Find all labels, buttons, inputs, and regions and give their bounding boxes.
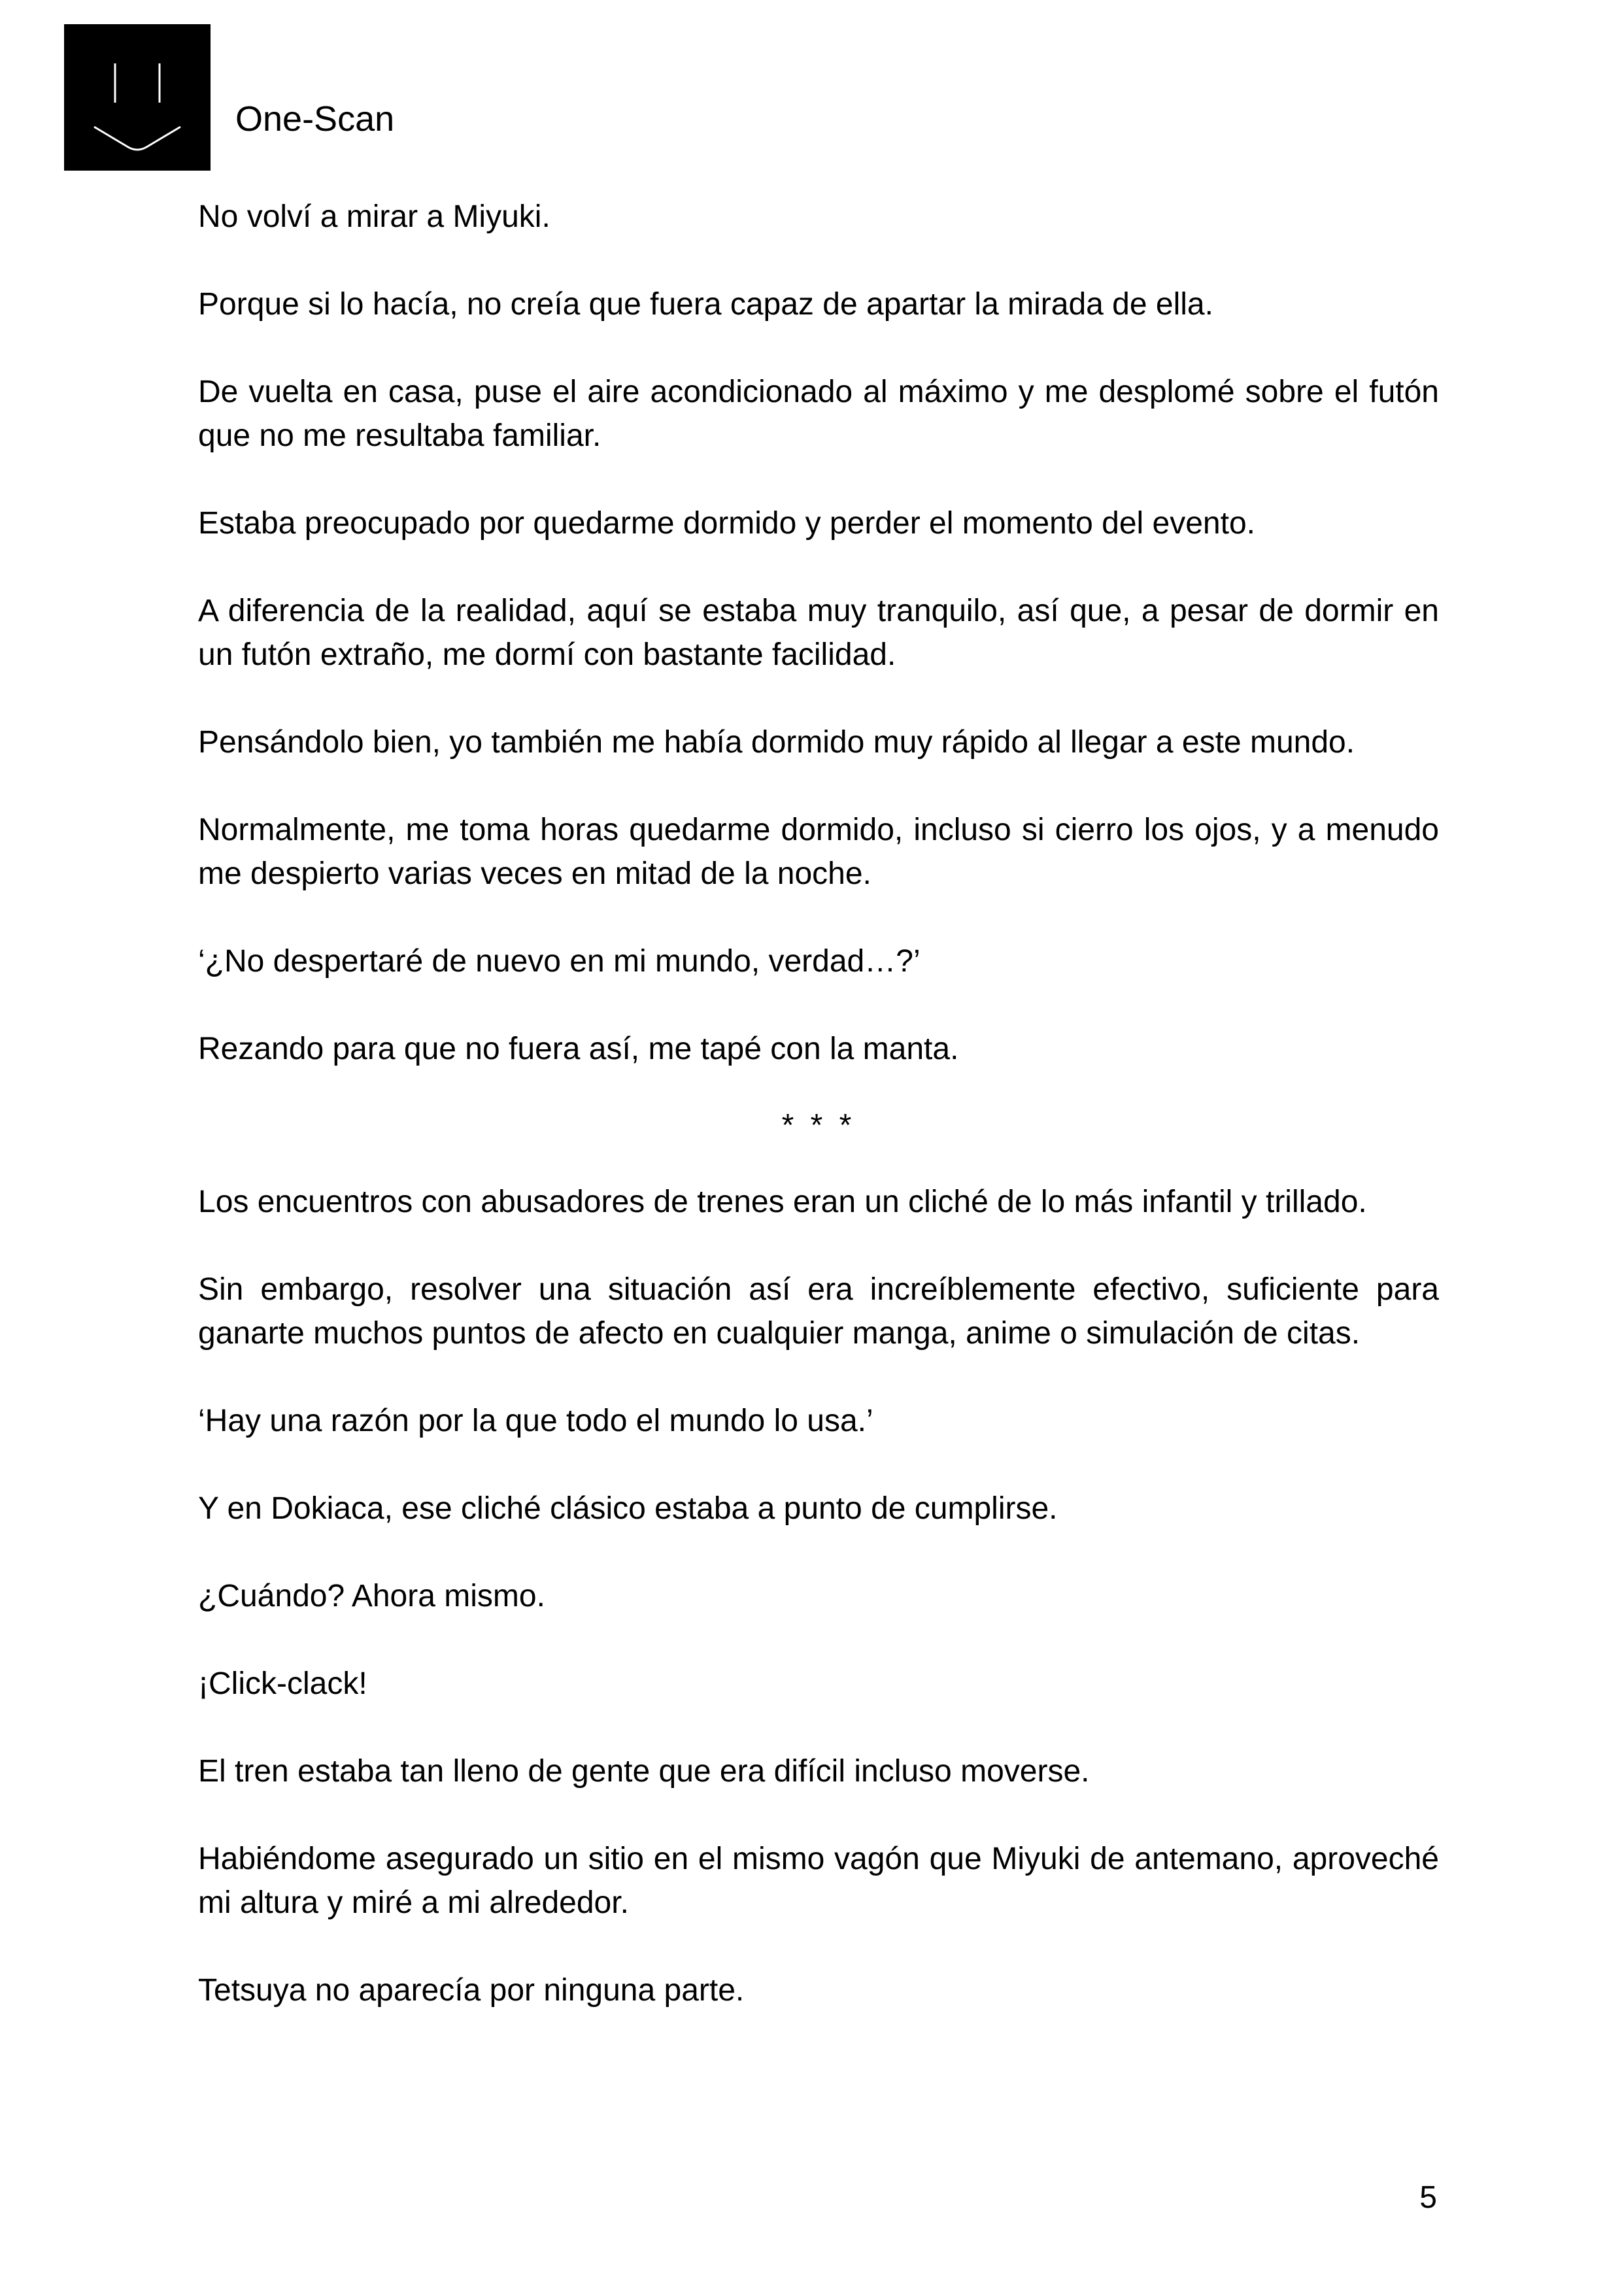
paragraph: ¡Click-clack!: [198, 1666, 367, 1701]
page-number: 5: [1419, 2180, 1437, 2215]
paragraph: No volví a mirar a Miyuki.: [198, 199, 550, 234]
paragraph: El tren estaba tan lleno de gente que era difícil incluso moverse.: [198, 1754, 1090, 1789]
paragraph: Porque si lo hacía, no creía que fuera capaz de apartar la mirada de ella.: [198, 287, 1213, 322]
paragraph: Tetsuya no aparecía por ninguna parte.: [198, 1973, 745, 2008]
paragraph: ¿Cuándo? Ahora mismo.: [198, 1579, 545, 1613]
paragraph: ‘Hay una razón por la que todo el mundo lo usa.’: [198, 1404, 873, 1438]
paragraph: Y en Dokiaca, ese cliché clásico estaba a punto de cumplirse.: [198, 1491, 1058, 1526]
document-body: [198, 195, 1439, 2056]
paragraph: Sin embargo, resolver una situación así era increíblemente efectivo, suficiente para ganarte muchos puntos de afecto en cualquier manga, anime o simulación de citas.: [198, 1272, 1439, 1351]
paragraph: Normalmente, me toma horas quedarme dormido, incluso si cierro los ojos, y a menudo me despierto varias veces en mitad de la noche.: [198, 813, 1439, 891]
logo: [64, 24, 211, 171]
paragraph: De vuelta en casa, puse el aire acondicionado al máximo y me desplomé sobre el futón que no me resultaba familiar.: [198, 375, 1439, 453]
brand-name: One-Scan: [235, 99, 395, 139]
paragraph: Pensándolo bien, yo también me había dormido muy rápido al llegar a este mundo.: [198, 725, 1355, 760]
smiley-face-icon: [64, 24, 211, 171]
paragraph: Habiéndome asegurado un sitio en el mismo vagón que Miyuki de antemano, aproveché mi altura y miré a mi alrededor.: [198, 1842, 1439, 1920]
paragraph: A diferencia de la realidad, aquí se estaba muy tranquilo, así que, a pesar de dormir en un futón extraño, me dormí con bastante facilidad.: [198, 594, 1439, 672]
section-separator: * * *: [781, 1108, 856, 1143]
paragraph: Rezando para que no fuera así, me tapé con la manta.: [198, 1032, 959, 1066]
paragraph: Estaba preocupado por quedarme dormido y perder el momento del evento.: [198, 506, 1255, 541]
paragraph: Los encuentros con abusadores de trenes eran un cliché de lo más infantil y trillado.: [198, 1185, 1367, 1219]
paragraph: ‘¿No despertaré de nuevo en mi mundo, verdad…?’: [198, 944, 921, 979]
